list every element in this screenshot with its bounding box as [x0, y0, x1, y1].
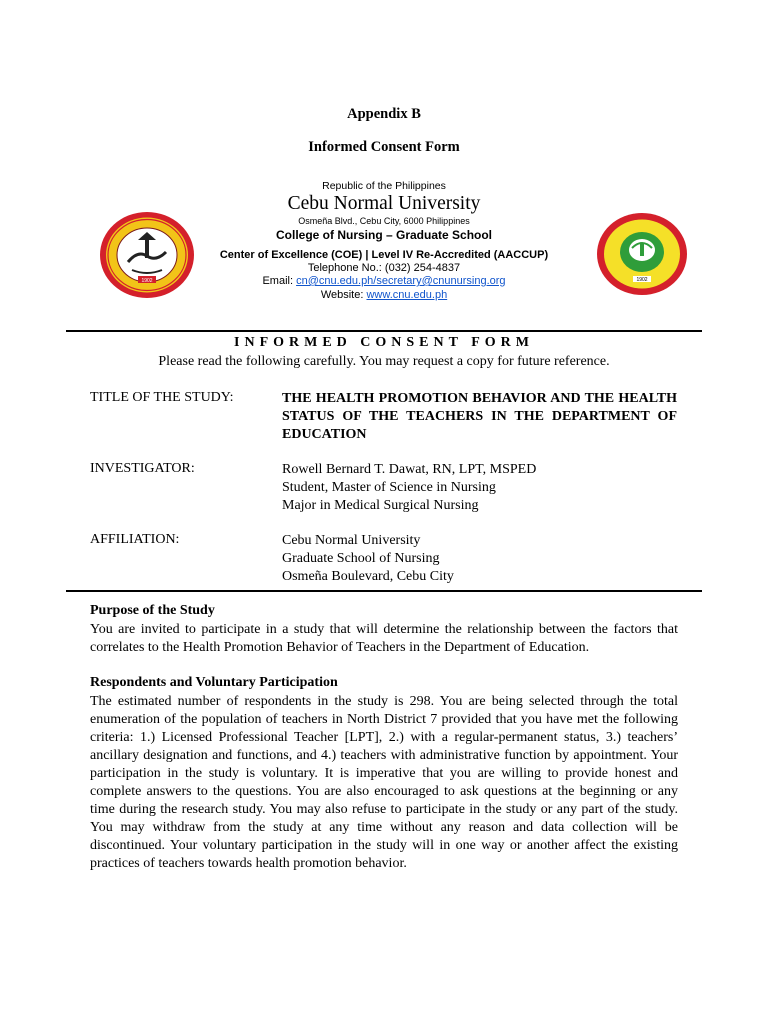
investigator-label: INVESTIGATOR: [90, 461, 195, 476]
affiliation-address: Osmeña Boulevard, Cebu City [282, 569, 454, 584]
email-label: Email: [262, 275, 297, 287]
investigator-block [282, 461, 536, 515]
purpose-heading: Purpose of the Study [90, 603, 215, 618]
appendix-label: Appendix B [347, 106, 421, 122]
purpose-paragraph: You are invited to participate in a study that will determine the relationship between the factors that correlates to the Health Promotion Behavior of Teachers in the Department of Education. [90, 622, 678, 655]
affiliation-label: AFFILIATION: [90, 532, 180, 547]
republic-line: Republic of the Philippines [322, 180, 446, 192]
website-line [180, 289, 588, 301]
respondents-paragraph: The estimated number of respondents in the study is 298. You are being selected through the total enumeration of the population of teachers in North District 7 provided that you have met the following criteria: 1.) Licensed Professional Teacher [LPT], 2.) with a regular-permanent status, 3.) teachers’ ancillary designation and functions, and 4.) teachers with administrative function by appointment. Your participation in the study is voluntary. It is imperative that you are willing to provide honest and complete answers to the questions. You are also encouraged to ask questions at the beginning or any time during the research study. You may also refuse to participate in the study or any part of the study. You may withdraw from the study at any time without any reason and data collection will be discontinued. Your voluntary participation in the study will in one way or another affect the existing practices of teachers towards health promotion behavior. [90, 694, 678, 871]
bottom-divider [66, 590, 702, 592]
college-name: College of Nursing – Graduate School [275, 228, 493, 242]
affiliation-university: Cebu Normal University [282, 533, 421, 548]
website-link[interactable]: www.cnu.edu.ph [366, 289, 448, 301]
form-heading: Informed Consent Form [308, 139, 460, 155]
consent-note: Please read the following carefully. You may request a copy for future reference. [158, 354, 610, 369]
study-title: THE HEALTH PROMOTION BEHAVIOR AND THE HEALTH STATUS OF THE TEACHERS IN THE DEPARTMENT OF EDUCATION [282, 391, 677, 442]
consent-title: INFORMED CONSENT FORM [234, 335, 534, 350]
university-name: Cebu Normal University [287, 193, 481, 214]
left-seal-year: 1902 [141, 278, 153, 284]
website-label: Website: [320, 289, 367, 301]
affiliation-school: Graduate School of Nursing [282, 551, 440, 566]
affiliation-block [282, 532, 454, 586]
investigator-major: Major in Medical Surgical Nursing [282, 498, 479, 513]
title-label: TITLE OF THE STUDY: [90, 390, 234, 405]
telephone-line: Telephone No.: (032) 254-4837 [307, 262, 461, 274]
accreditation-line: Center of Excellence (COE) | Level IV Re-Accredited (AACCUP) [219, 249, 549, 261]
university-address: Osmeña Blvd., Cebu City, 6000 Philippines [298, 216, 470, 226]
investigator-program: Student, Master of Science in Nursing [282, 480, 496, 495]
respondents-heading: Respondents and Voluntary Participation [90, 675, 338, 690]
top-divider [66, 330, 702, 332]
right-seal-year: 1902 [636, 277, 648, 283]
investigator-name: Rowell Bernard T. Dawat, RN, LPT, MSPED [282, 462, 537, 477]
email-line [180, 275, 588, 287]
letterhead [180, 180, 588, 301]
college-seal-icon [596, 212, 688, 296]
email-link[interactable]: cn@cnu.edu.ph/secretary@cnunursing.org [296, 275, 506, 287]
